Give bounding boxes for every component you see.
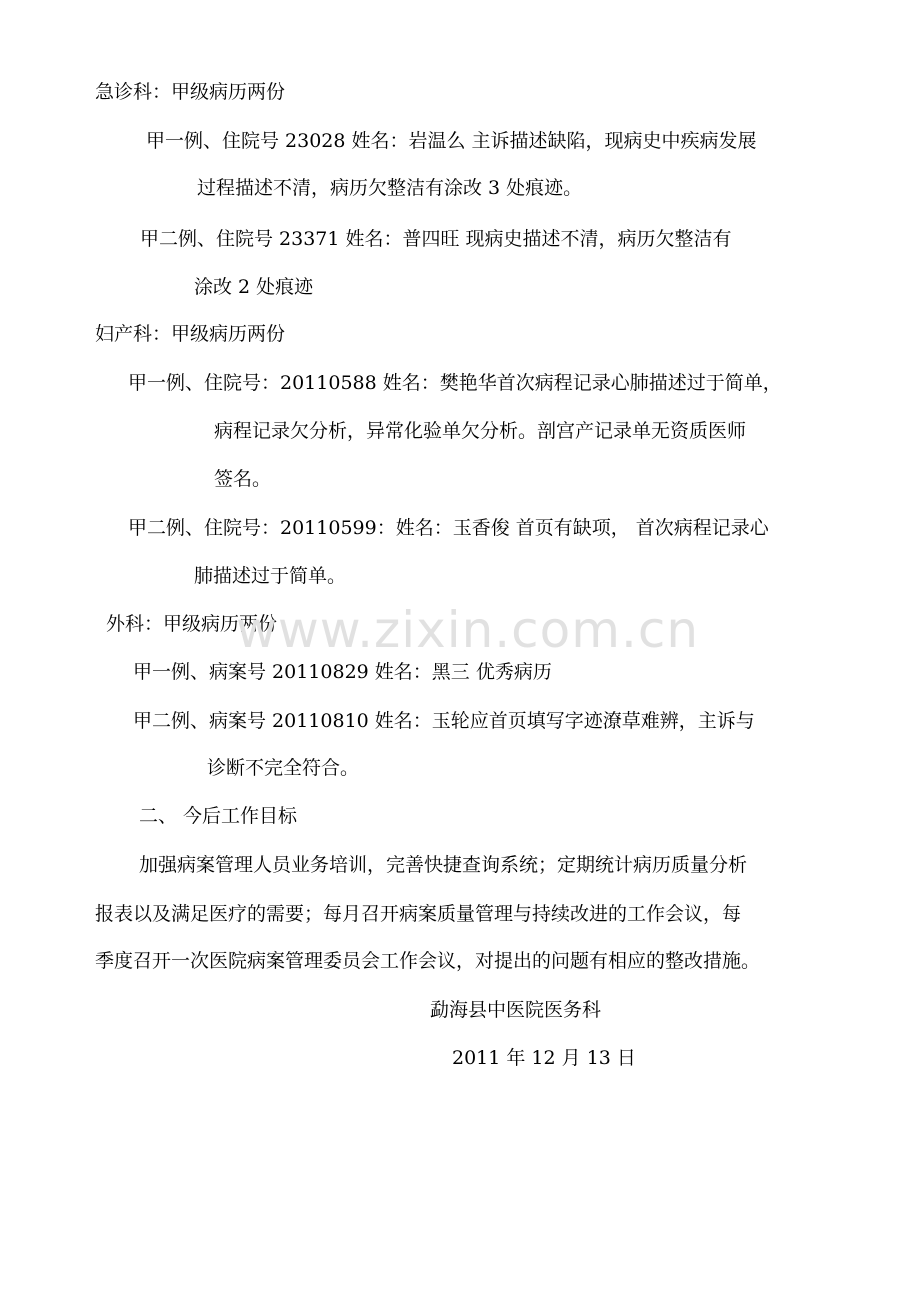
section-heading-surgery: 外科：甲级病历两份 — [106, 613, 278, 635]
goals-paragraph-line-2: 报表以及满足医疗的需要；每月召开病案质量管理与持续改进的工作会议，每 — [95, 903, 742, 925]
emergency-case-2-line-2: 涂改 2 处痕迹 — [194, 276, 314, 298]
signature-date: 2011 年 12 月 13 日 — [452, 1047, 636, 1069]
emergency-case-1-line-1: 甲一例、住院号 23028 姓名：岩温么 主诉描述缺陷，现病史中疾病发展 — [146, 130, 757, 152]
goals-paragraph-line-3: 季度召开一次医院病案管理委员会工作会议，对提出的问题有相应的整改措施。 — [95, 950, 761, 972]
section-heading-emergency: 急诊科：甲级病历两份 — [95, 81, 286, 103]
obstetrics-case-1-line-1: 甲一例、住院号：20110588 姓名：樊艳华首次病程记录心肺描述过于简单， — [128, 372, 782, 394]
section-heading-future-goals: 二、 今后工作目标 — [139, 805, 298, 827]
signature-department: 勐海县中医院医务科 — [430, 999, 602, 1021]
obstetrics-case-1-line-3: 签名。 — [214, 468, 272, 490]
obstetrics-case-2-line-2: 肺描述过于简单。 — [194, 565, 347, 587]
watermark: www.zixin.com.cn — [236, 601, 700, 659]
surgery-case-1: 甲一例、病案号 20110829 姓名：黑三 优秀病历 — [133, 661, 552, 683]
section-heading-obstetrics: 妇产科：甲级病历两份 — [95, 323, 286, 345]
emergency-case-1-line-2: 过程描述不清，病历欠整洁有涂改 3 处痕迹。 — [197, 177, 583, 199]
emergency-case-2-line-1: 甲二例、住院号 23371 姓名：普四旺 现病史描述不清，病历欠整洁有 — [140, 228, 732, 250]
surgery-case-2-line-1: 甲二例、病案号 20110810 姓名：玉轮应首页填写字迹潦草难辨，主诉与 — [133, 710, 755, 732]
surgery-case-2-line-2: 诊断不完全符合。 — [207, 757, 360, 779]
obstetrics-case-2-line-1: 甲二例、住院号：20110599：姓名：玉香俊 首页有缺项， 首次病程记录心 — [128, 517, 769, 539]
goals-paragraph-line-1: 加强病案管理人员业务培训，完善快捷查询系统；定期统计病历质量分析 — [139, 854, 748, 876]
obstetrics-case-1-line-2: 病程记录欠分析，异常化验单欠分析。剖宫产记录单无资质医师 — [214, 420, 747, 442]
